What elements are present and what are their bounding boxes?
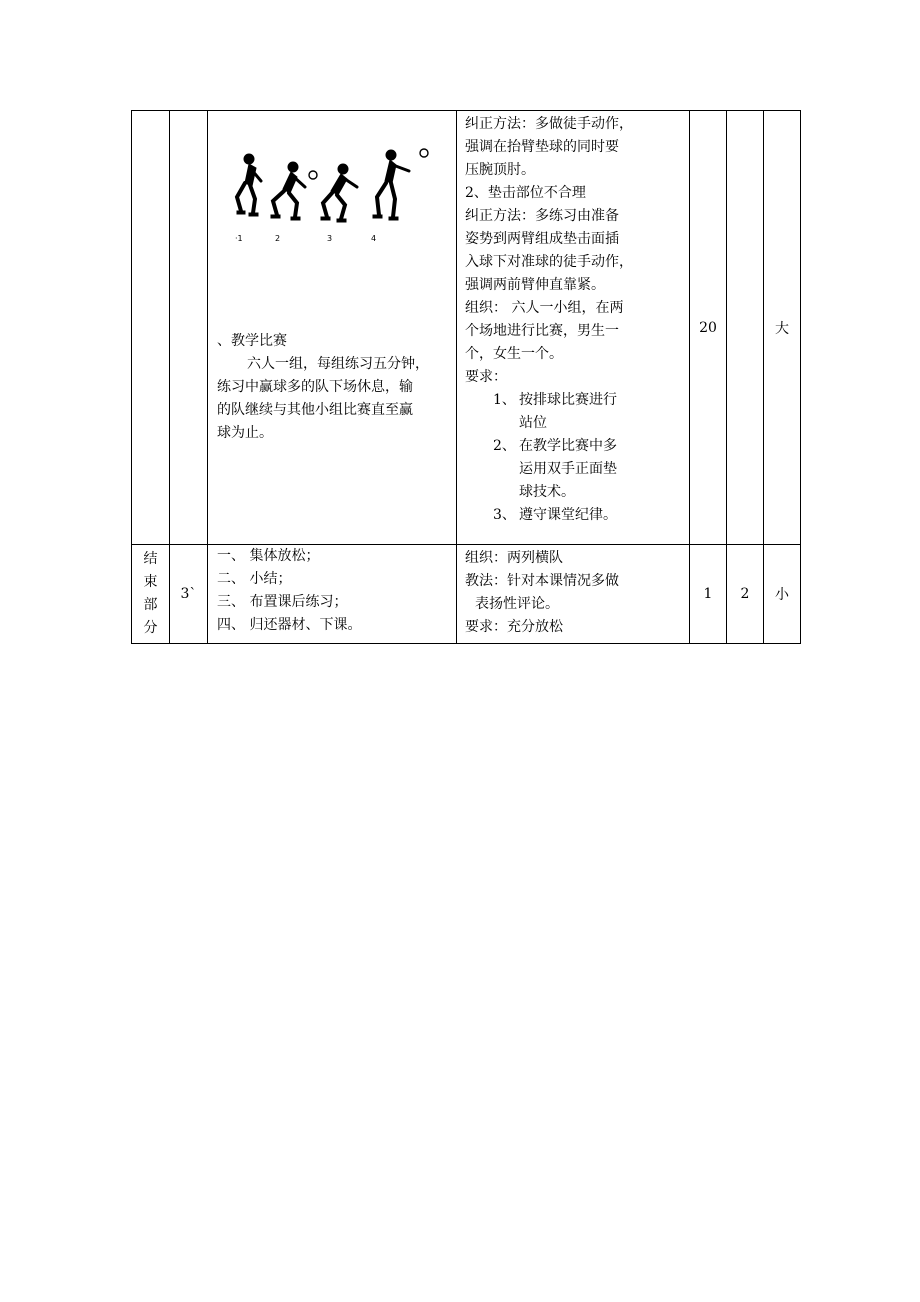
section-label-char: 结 <box>143 551 158 567</box>
method-line: 强调在抬臂垫球的同时要 <box>465 139 619 155</box>
sets-cell <box>727 111 764 545</box>
content-heading: 、教学比赛 <box>217 333 287 349</box>
count-value: 1 <box>703 586 713 602</box>
requirement-item <box>465 504 685 527</box>
requirement-number: 3、 <box>493 507 516 523</box>
method-line: 入球下对准球的徒手动作， <box>465 254 633 270</box>
content-line: 六人一组，每组练习五分钟， <box>247 356 429 372</box>
method-line: 组织： 六人一小组，在两 <box>465 300 624 316</box>
count-cell <box>690 111 727 545</box>
sets-value: 2 <box>740 586 750 602</box>
section-label-cell <box>132 111 170 545</box>
time-cell <box>170 111 208 545</box>
figure-label: 2 <box>275 234 281 243</box>
requirement-line: 站位 <box>519 415 547 431</box>
method-line: 教法：针对本课情况多做 <box>465 573 619 589</box>
content-line: 的队继续与其他小组比赛直至赢 <box>217 402 413 418</box>
content-line: 三、 布置课后练习； <box>217 594 348 610</box>
requirement-number: 1、 <box>493 392 516 408</box>
method-line: 强调两前臂伸直靠紧。 <box>465 277 605 293</box>
requirement-line: 按排球比赛进行 <box>519 392 617 408</box>
section-label-cell <box>132 545 170 644</box>
time-value: 3` <box>180 586 197 602</box>
section-label-char: 束 <box>143 574 158 590</box>
intensity-value: 小 <box>775 587 789 603</box>
content-cell <box>208 545 457 644</box>
requirement-line: 球技术。 <box>519 484 575 500</box>
requirement-line: 运用双手正面垫 <box>519 461 617 477</box>
table-row-main <box>132 111 801 545</box>
content-cell <box>208 111 457 545</box>
count-cell <box>690 545 727 644</box>
intensity-cell <box>764 545 801 644</box>
figure-label: ·1 <box>235 234 243 243</box>
method-line: 压腕顶肘。 <box>465 162 535 178</box>
method-line: 姿势到两臂组成垫击面插 <box>465 231 619 247</box>
requirement-line: 遵守课堂纪律。 <box>519 507 617 523</box>
method-line: 纠正方法：多练习由准备 <box>465 208 619 224</box>
method-line: 表扬性评论。 <box>475 596 559 612</box>
method-line: 组织：两列横队 <box>465 550 563 566</box>
content-line: 二、 小结； <box>217 571 292 587</box>
figure-label: 4 <box>371 234 377 243</box>
requirement-item <box>465 389 685 435</box>
intensity-cell <box>764 111 801 545</box>
sets-cell <box>727 545 764 644</box>
method-line: 要求： <box>465 369 507 385</box>
content-line: 一、 集体放松； <box>217 548 320 564</box>
requirement-line: 在教学比赛中多 <box>519 438 617 454</box>
requirement-item <box>465 435 685 504</box>
method-cell <box>457 111 690 545</box>
count-value: 20 <box>699 319 717 336</box>
method-line: 纠正方法：多做徒手动作， <box>465 116 633 132</box>
content-line: 球为止。 <box>217 425 273 441</box>
requirement-number: 2、 <box>493 438 516 454</box>
method-cell <box>457 545 690 644</box>
method-line: 个，女生一个。 <box>465 346 563 362</box>
table-row-end <box>132 545 801 644</box>
volleyball-bump-figure <box>227 141 439 251</box>
intensity-value: 大 <box>775 320 789 337</box>
method-line: 个场地进行比赛，男生一 <box>465 323 619 339</box>
figure-label: 3 <box>327 234 333 243</box>
content-line: 练习中赢球多的队下场休息，输 <box>217 379 413 395</box>
time-cell <box>170 545 208 644</box>
section-label-char: 部 <box>143 597 158 613</box>
method-line: 要求：充分放松 <box>465 619 563 635</box>
lesson-plan-table <box>131 110 801 644</box>
section-label-char: 分 <box>143 620 158 636</box>
content-line: 四、 归还器材、下课。 <box>217 617 362 633</box>
method-line: 2、垫击部位不合理 <box>465 185 586 201</box>
